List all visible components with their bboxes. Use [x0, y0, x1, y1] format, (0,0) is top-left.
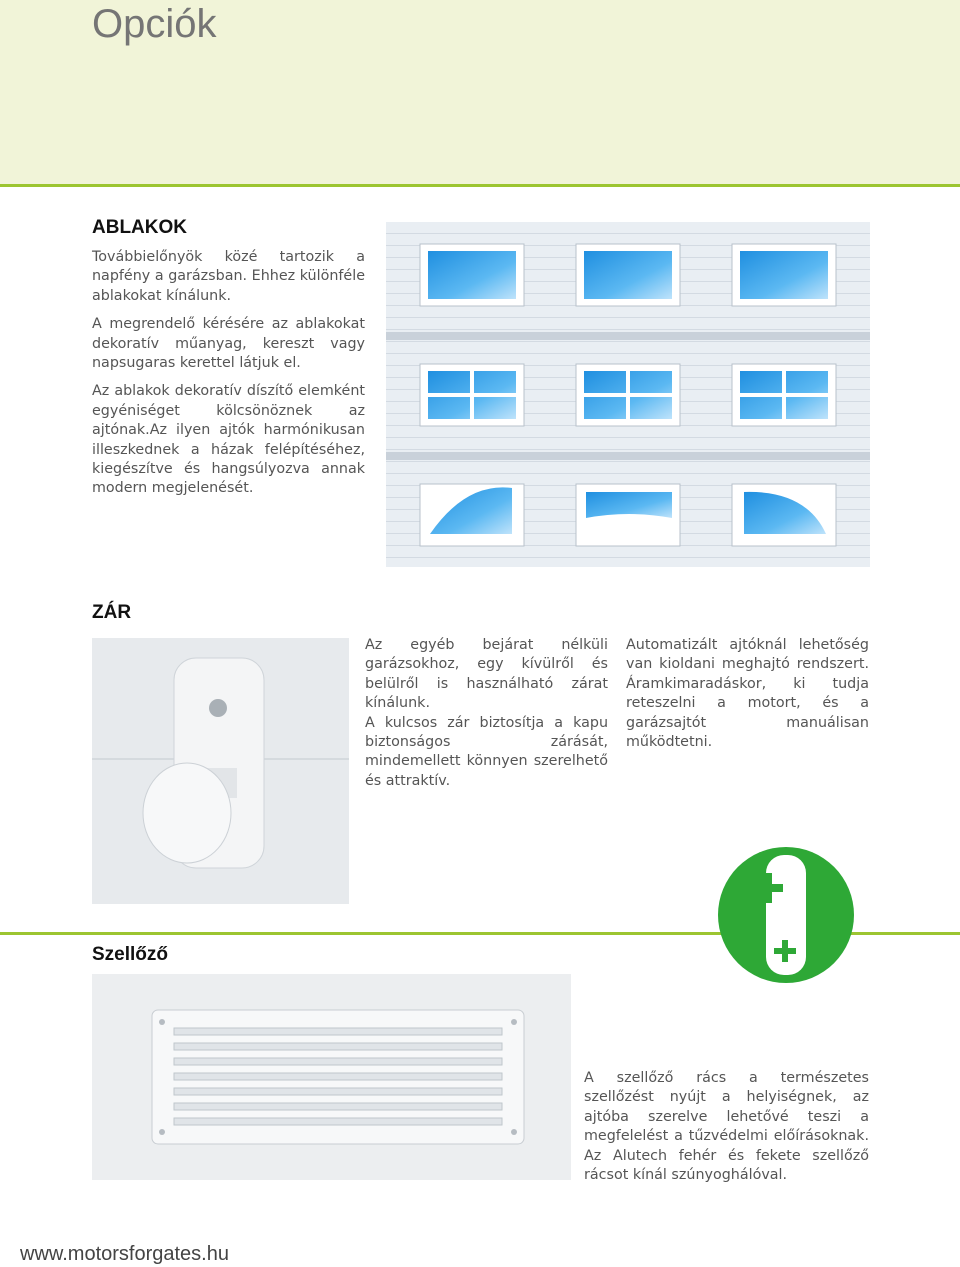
lock-paragraph: Az egyéb bejárat nélküli garázsokhoz, egy kívülről és belülről is használható zárat kínálunk.	[365, 637, 608, 712]
vent-grille-image	[92, 974, 571, 1180]
footer-url[interactable]: www.motorsforgates.hu	[20, 1243, 229, 1265]
vent-heading: Szellőző	[92, 944, 169, 965]
windows-paragraph: Az ablakok dekoratív díszítő elemként egyéniséget kölcsönöznek az ajtónak.Az ilyen ajtók harmónikusan illeszkednek a házak felépítéséhez, kiegészítve és hangsúlyozva annak modern megjelenését.	[92, 383, 365, 497]
windows-paragraph: A megrendelő kérésére az ablakokat dekoratív műanyag, kereszt vagy napsugaras kerettel látjuk el.	[92, 316, 365, 372]
page-title: Opciók	[92, 2, 217, 46]
vent-paragraph: A szellőző rács a természetes szellőzést nyújt a helyiségnek, az ajtóba szerelve lehetővé teszi a megfelelést a tűzvédelmi előírásoknak. Az Alutech fehér és fekete szellőző rácsot kínál szúnyoghálóval.	[584, 1070, 869, 1184]
windows-heading: ABLAKOK	[92, 217, 187, 238]
vent-text	[584, 1069, 869, 1185]
lock-text-col2	[626, 636, 869, 752]
garage-door-windows-image	[386, 222, 870, 567]
lock-paragraph: Automatizált ajtóknál lehetőség van kioldani meghajtó rendszert. Áramkimaradáskor, ki tudja reteszelni a motort, és a garázsajtót manuálisan működtetni.	[626, 637, 869, 751]
lock-paragraph: A kulcsos zár biztosítja a kapu biztonságos zárását, mindemellett könnyen szerelhető és attraktív.	[365, 714, 608, 789]
lock-text-col1	[365, 636, 608, 791]
lock-handle-image	[92, 638, 349, 904]
windows-text	[92, 248, 365, 508]
plus-badge-icon	[716, 845, 856, 985]
windows-paragraph: Továbbielőnyök közé tartozik a napfény a garázsban. Ehhez különféle ablakokat kínálunk.	[92, 249, 365, 304]
lock-heading: ZÁR	[92, 602, 132, 623]
